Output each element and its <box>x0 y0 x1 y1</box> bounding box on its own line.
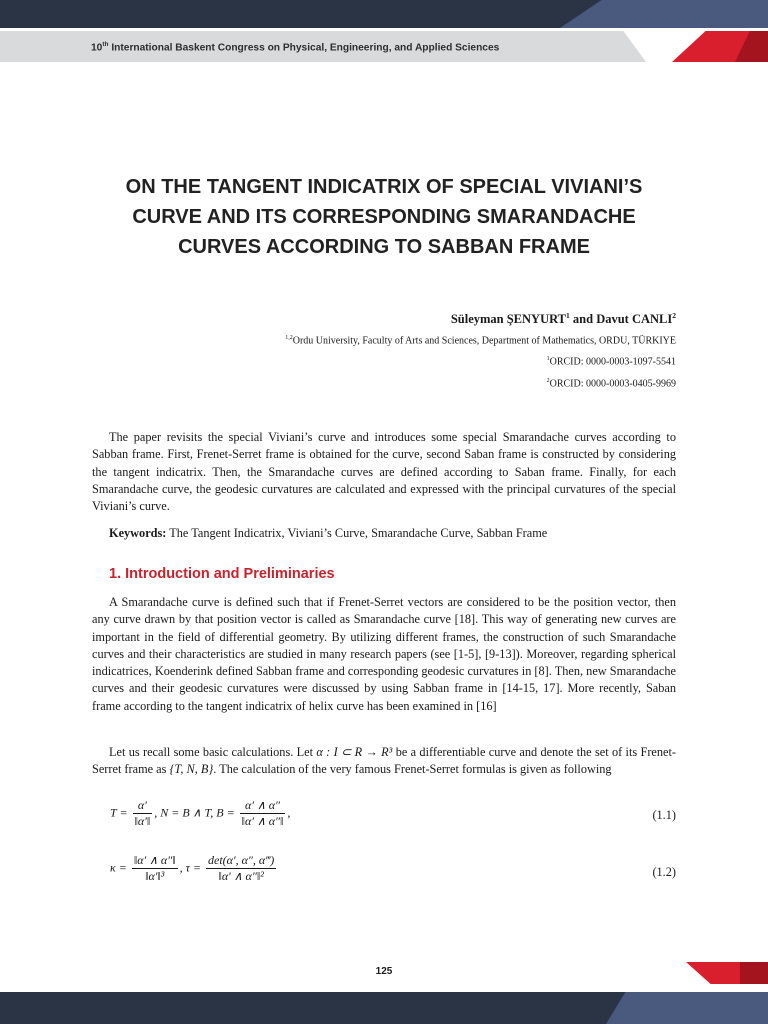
affiliation: $^{1,2}$Ordu University, Faculty of Arts and Sciences, Department of Mathematics, ORDU, TÜRKIYE <box>285 335 676 347</box>
keywords: Keywords: The Tangent Indicatrix, Viviani’s Curve, Smarandache Curve, Sabban Frame <box>109 526 548 540</box>
equation-1-1: T = $\frac{\alpha'}{‖\alpha'‖}$ , N = B ∧ T, B = $\frac{\alpha' \wedge \alpha''}{‖\alpha' \wedge \alpha''‖}$ , <box>110 798 291 828</box>
title-line: CURVES ACCORDING TO SABBAN FRAME <box>178 236 590 258</box>
page-number: 125 <box>375 966 393 977</box>
intro-paragraph: A Smarandache curve is defined such that if Frenet-Serret vectors are considered to be the position vector, then any curve drawn by that position vector is called as Smarandache curve [18]. This way of generating new curves are important in the field of differential geometry. By utilizing different frames, the construction of such Smarandache curves and their characteristics are studied in many research papers (see [1-5], [9-13]). Moreover, regarding spherical indicatrices, Koenderink defined Sabban frame and corresponding geodesic curvatures in [8]. Then, new Smarandache curves and their geodesic curvatures were discussed by using Sabban frame in [14-15, 17]. More recently, Saban frame according to the tangent indicatrix of helix curve has been examined in [16] <box>92 595 676 713</box>
equation-number: (1.1) <box>652 808 676 822</box>
title-line: CURVE AND ITS CORRESPONDING SMARANDACHE <box>132 206 636 228</box>
conference-header: 10th International Baskent Congress on Physical, Engineering, and Applied Sciences <box>91 41 500 54</box>
section-heading: 1. Introduction and Preliminaries <box>109 566 335 582</box>
bottom-bar-accent <box>606 992 768 1024</box>
paper-title <box>60 172 708 262</box>
equation-1-2: κ = $\frac{‖\alpha' \wedge \alpha''‖}{\text{‖α′‖³}}$ , τ = $\frac{\det(\alpha', \alpha'', \alpha‴)}{\text{‖α′ ∧ α″‖²}}$ <box>110 853 275 883</box>
dark-red-accent-bottom <box>740 962 768 984</box>
orcid-1: $^1$ORCID: 0000-0003-1097-5541 <box>546 356 676 368</box>
author-line: Süleyman ŞENYURT$^1$ and Davut CANLI$^2$ <box>450 311 676 327</box>
orcid-2: $^2$ORCID: 0000-0003-0405-9969 <box>546 378 676 390</box>
abstract: The paper revisits the special Viviani’s curve and introduces some special Smarandache curves according to Sabban frame. First, Frenet-Serret frame is obtained for the curve, second Saban frame is constructed by considering the tangent indicatrix. Then, the Smarandache curves are defined according to Saban frame. Finally, for each Smarandache curve, the geodesic curvatures are calculated and expressed with the principal curvatures of the special Viviani’s curve. <box>92 430 676 514</box>
equation-number: (1.2) <box>652 865 676 879</box>
title-line: ON THE TANGENT INDICATRIX OF SPECIAL VIVIANI’S <box>125 176 643 198</box>
recall-paragraph: Let us recall some basic calculations. Let α : I ⊂ R → R³ be a differentiable curve and denote the set of its Frenet-Serret frame as {T, N, B}. The calculation of the very famous Frenet-Serret formulas is given as following <box>92 745 677 777</box>
